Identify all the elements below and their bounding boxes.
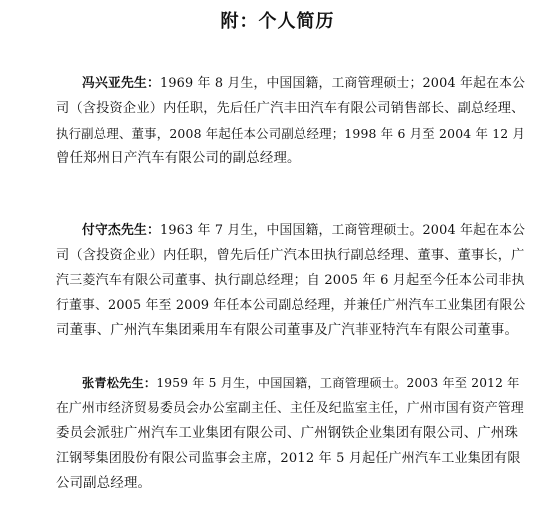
bio-line: 汽三菱汽车有限公司董事、执行副总经理；自 2005 年 6 月起至今任本公司非执 bbox=[56, 273, 525, 288]
bio-text: 1959 年 5 月生，中国国籍，工商管理硕士。2003 年至 2012 年 bbox=[156, 376, 520, 390]
bio-section-zhang-qingsong bbox=[56, 371, 526, 496]
page-title: 附：个人简历 bbox=[220, 11, 335, 32]
person-name: 付守杰先生： bbox=[82, 223, 160, 238]
bio-section-feng-xingya bbox=[56, 71, 526, 171]
bio-first-line bbox=[56, 218, 526, 243]
bio-line: 司董事、广州汽车集团乘用车有限公司董事及广汽菲亚特汽车有限公司董事。 bbox=[56, 323, 519, 338]
bio-line: 司（含投资企业）内任职，曾先后任广汽本田执行副总经理、董事、董事长，广 bbox=[56, 248, 525, 263]
bio-section-fu-shoujie bbox=[56, 218, 526, 343]
bio-line: 委员会派驻广州汽车工业集团有限公司、广州钢铁企业集团有限公司、广州珠 bbox=[56, 426, 519, 441]
bio-line: 执行副总理、董事，2008 年起任本公司副总经理；1998 年 6 月至 2004 年 12 月 bbox=[56, 126, 526, 141]
bio-line: 公司副总经理。 bbox=[56, 476, 152, 491]
bio-text: 1969 年 8 月生，中国国籍，工商管理硕士；2004 年起在本公 bbox=[159, 76, 526, 91]
bio-first-line bbox=[56, 71, 526, 96]
bio-first-line bbox=[56, 371, 526, 396]
bio-line: 曾任郑州日产汽车有限公司的副总经理。 bbox=[56, 151, 301, 166]
bio-line: 在广州市经济贸易委员会办公室副主任、主任及纪监室主任，广州市国有资产管理 bbox=[56, 401, 524, 416]
bio-line: 司（含投资企业）内任职，先后任广汽丰田汽车有限公司销售部长、副总经理、 bbox=[56, 101, 525, 116]
bio-line: 行董事、2005 年至 2009 年任本公司副总经理，并兼任广州汽车工业集团有限公 bbox=[56, 298, 526, 313]
person-name: 张青松先生： bbox=[82, 376, 157, 390]
bio-text: 1963 年 7 月生，中国国籍，工商管理硕士。2004 年起在本公 bbox=[159, 223, 526, 238]
person-name: 冯兴亚先生： bbox=[82, 76, 160, 91]
bio-line: 江钢琴集团股份有限公司监事会主席，2012 年 5 月起任广州汽车工业集团有限 bbox=[56, 451, 521, 466]
